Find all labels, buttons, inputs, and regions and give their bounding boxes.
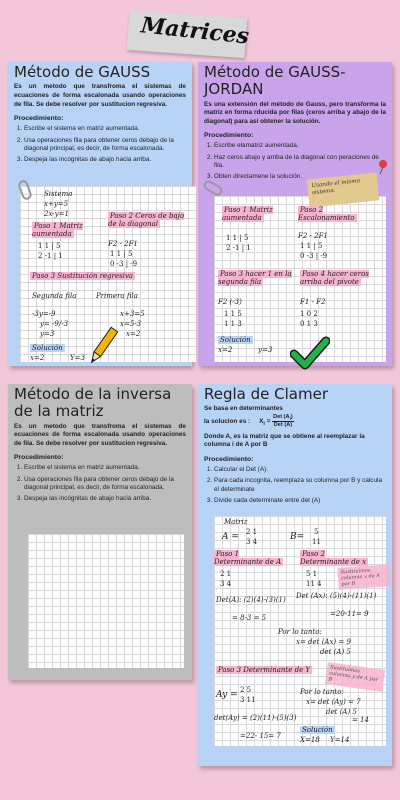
gj-hw-f2b: F2 (-3): [218, 298, 242, 306]
gauss-steps: [24, 125, 186, 164]
gj-hw-matrix2-row2: 0 -3 | -9: [300, 252, 328, 260]
cramer-intro2: la solucion es :: [204, 418, 251, 426]
gauss-hw-s1: -3y=-9: [32, 310, 56, 318]
cramer-step: 2. Para cada incognita, reemplaza su columna por B y calcula el determinate: [214, 477, 386, 494]
cramer-hw-portanto1: Por lo tanto:: [278, 628, 322, 636]
cramer-step: 3. Divide cada determinate entre det (A): [214, 497, 386, 505]
pencil-icon: [88, 324, 118, 368]
cramer-hw-b: B=: [290, 532, 305, 542]
gauss-hw-matrix1-row1: 1 1 | 5: [38, 242, 61, 250]
gj-hw-solucion: Solución: [220, 336, 251, 344]
gj-step: 1. Escribe elamatriz aumentada.: [214, 142, 386, 150]
cramer-step: 1. Calcular el Det (A).: [214, 466, 386, 474]
gauss-hw-s3: y=3: [40, 330, 55, 338]
gauss-hw-segunda: Segunda fila: [32, 292, 77, 300]
sticky-note: Usando el mismo sistema.: [307, 172, 380, 207]
inv-worksheet: [28, 534, 184, 668]
inv-title: Método de la inversa de la matriz: [14, 385, 172, 421]
gauss-hw-matrix2-row1: 1 1 | 5: [110, 250, 133, 258]
cramer-hw-det1-row2: 3 4: [220, 580, 232, 588]
gauss-hw-s2: y= -9/-3: [40, 320, 69, 328]
cramer-hw-solucion: Solución: [302, 726, 333, 734]
cramer-description: Donde A, es la matriz que se obtiene al reemplazar la columna i de A por B: [204, 432, 365, 449]
gauss-hw-f2: F2 - 2F1: [108, 240, 138, 248]
gj-hw-y: y=3: [258, 346, 273, 354]
formula-denominator: Det (A): [273, 422, 293, 429]
cramer-tape-sust: Sustituimos columna x de A por B: [337, 564, 390, 590]
cramer-hw-det1-row1: 2 1: [220, 570, 232, 578]
inv-step: 2. Usa operaciones fila para obtener ceros debajo de la diagonal principal, es decir, de forma escalonada.: [24, 476, 186, 493]
gj-hw-f1: F1 - F2: [300, 298, 326, 306]
gauss-step: 2. Usa operaciones fila para obtener ceros debajo de la diagonal principal, es decir, de forma escalonada.: [24, 137, 186, 154]
gj-hw-matrix2-row1: 1 1 | 5: [300, 242, 323, 250]
gj-description: Es una extensión del método de Gauss, pero transforma la matriz en forma rducida por filas (ceros arriba y abajo de la diagonal) para así obtener la solución.: [204, 100, 386, 125]
cramer-hw-detay: det(Ay) = (2)(11)-(5)(3): [214, 714, 297, 722]
gj-hw-matrix4-row1: 1 0 2: [300, 310, 318, 318]
cramer-hw-ay: Ay =: [216, 690, 238, 700]
cramer-hw-deta2: = 8-3 = 5: [232, 614, 267, 622]
inv-description: Es un metodo que transfroma el sistemas de ecuaciones de forma escalonada usando operaciones de fila. Se debe resolver por sustitucion regresiva.: [14, 422, 186, 447]
cramer-procedure-label: Procedimiento:: [204, 455, 254, 463]
cramer-hw-detax2: =20-11= 9: [330, 610, 369, 618]
cramer-hw-deta: Det(A): (2)(4)-(3)(1): [216, 596, 286, 604]
gauss-title: Método de GAUSS: [14, 63, 151, 81]
cramer-steps: [214, 466, 386, 505]
cramer-hw-matriz: Matriz: [224, 518, 248, 526]
gj-hw-matrix4-row2: 0 1 3: [300, 320, 318, 328]
gauss-hw-paso2: Paso 2 Ceros de bajo de la diagonal: [108, 212, 185, 228]
gauss-hw-paso3: Paso 3 Sustitución regresiva: [32, 272, 134, 280]
pushpin-icon: [378, 160, 388, 174]
cramer-title: Regla de Clamer: [204, 385, 328, 403]
gj-hw-paso1: Paso 1 Matriz aumentada: [222, 206, 273, 222]
cramer-hw-det2-row1: 5 1: [306, 570, 318, 578]
gauss-description: Es un metodo que transfroma el sistemas de ecuaciones de forma escalonada usando operaciones de fila. Se debe resolver por sustitucion regresiva.: [14, 83, 186, 108]
gauss-hw-matrix1-row2: 2 -1 | 1: [38, 252, 63, 260]
gj-hw-f2: F2 - 2F1: [298, 232, 328, 240]
cramer-intro: Se basa en determinantes: [204, 405, 283, 413]
gj-hw-matrix1-row1: 1 1 | 5: [226, 234, 249, 242]
cramer-hw-ay-row2: 3 11: [240, 696, 256, 704]
gauss-hw-paso1: Paso 1 Matriz aumentada: [32, 222, 83, 238]
cramer-hw-detay2: =22- 15= 7: [240, 732, 281, 740]
gj-step: 2. Haz ceros abajo y arriba de la diagonal con peraciones de fila.: [214, 154, 386, 171]
gj-hw-paso4: Paso 4 hacer ceros arriba del pivote: [300, 270, 369, 286]
cramer-hw-a-row2: 3 4: [246, 538, 258, 546]
cramer-hw-paso2: Paso 2 Determinante de x: [300, 550, 367, 566]
gauss-hw-eq1: x+y=5: [44, 200, 69, 208]
cramer-hw-y: Y=14: [330, 736, 350, 744]
cramer-hw-detax: Det (Ax): (5)(4)-(11)(1): [296, 592, 377, 600]
formula-fraction: [272, 414, 294, 428]
cramer-hw-paso3: Paso 3 Determinante de Y: [218, 666, 311, 674]
gj-procedure-label: Procedimiento:: [204, 132, 254, 140]
gauss-hw-y: Y=3: [70, 354, 85, 362]
cramer-tape-sust2: Sustituimos columna y de A por B: [325, 662, 385, 692]
gauss-hw-s6: x=2: [126, 330, 141, 338]
cramer-hw-y2: det (A) 5: [326, 708, 357, 716]
gauss-hw-s4: x+3=5: [120, 310, 145, 318]
inv-step: 1. Escribe el sistema en matriz aumentada.: [24, 464, 186, 472]
gj-title: Método de GAUSS-JORDAN: [204, 63, 346, 99]
cramer-formula: la solucion es : $X_i$ = $\frac{Det (A_i)}{\text{Det (A)}}$: [204, 414, 293, 429]
cramer-hw-det2-row2: 11 4: [306, 580, 322, 588]
gj-hw-matrix3-row1: 1 1 5: [224, 310, 242, 318]
gauss-hw-sistema: Sistema: [44, 190, 73, 198]
cramer-hw-x: X=18: [300, 736, 320, 744]
cramer-hw-b-row1: 5: [314, 528, 319, 536]
gj-hw-paso3: Paso 3 hacer 1 en la segunda fila: [218, 270, 292, 286]
gauss-hw-matrix2-row2: 0 -3 | -9: [110, 260, 138, 268]
gauss-hw-eq2: 2x-y=1: [44, 210, 69, 218]
gauss-step: 3. Despeja las incógnitas de abajo hacia arriba.: [24, 156, 186, 164]
formula-sub: i: [263, 421, 265, 428]
cramer-hw-y1: x= det (Ay) = 7: [306, 698, 361, 706]
gauss-hw-s5: x=5-3: [120, 320, 142, 328]
cramer-hw-ay-row1: 2 5: [240, 686, 252, 694]
gauss-step: 1. Escribe el sistema en matriz aumentada.: [24, 125, 186, 133]
inv-step: 3. Despeja las incógnitas de abajo hacia arriba.: [24, 495, 186, 503]
cramer-hw-x2: det (A) 5: [320, 648, 351, 656]
gj-hw-paso2: Paso 2 Escalonamiento: [298, 206, 355, 222]
gauss-hw-primera: Primera fila: [96, 292, 138, 300]
cramer-hw-a-row1: 2 1: [246, 528, 258, 536]
gj-step: 3. Obten directamene la solución.: [214, 173, 386, 181]
gauss-hw-x: x=2: [30, 354, 45, 362]
formula-lhs: X: [259, 418, 264, 426]
cramer-hw-x1: x= det (Ax) = 9: [296, 638, 351, 646]
formula-numerator: Det $(A_i)$: [273, 414, 293, 422]
cramer-hw-b-row2: 11: [312, 538, 321, 546]
page-title: Matrices: [139, 12, 251, 50]
cramer-hw-portanto2: Por lo tanto:: [300, 688, 344, 696]
gj-hw-matrix1-row2: 2 -1 | 1: [226, 244, 251, 252]
cramer-hw-paso1: Paso 1 Determinante de A: [214, 550, 282, 566]
inv-procedure-label: Procedimiento:: [14, 454, 64, 462]
gauss-procedure-label: Procedimiento:: [14, 115, 64, 123]
gauss-hw-solucion: Solución: [32, 344, 63, 352]
inv-steps: [24, 464, 186, 503]
gj-hw-matrix3-row2: 1 1 3: [224, 320, 242, 328]
checkmark-icon: [290, 336, 330, 370]
cramer-hw-val14: = 14: [352, 716, 369, 724]
cramer-hw-a: A =: [222, 532, 239, 542]
gj-hw-x: x=2: [218, 346, 233, 354]
